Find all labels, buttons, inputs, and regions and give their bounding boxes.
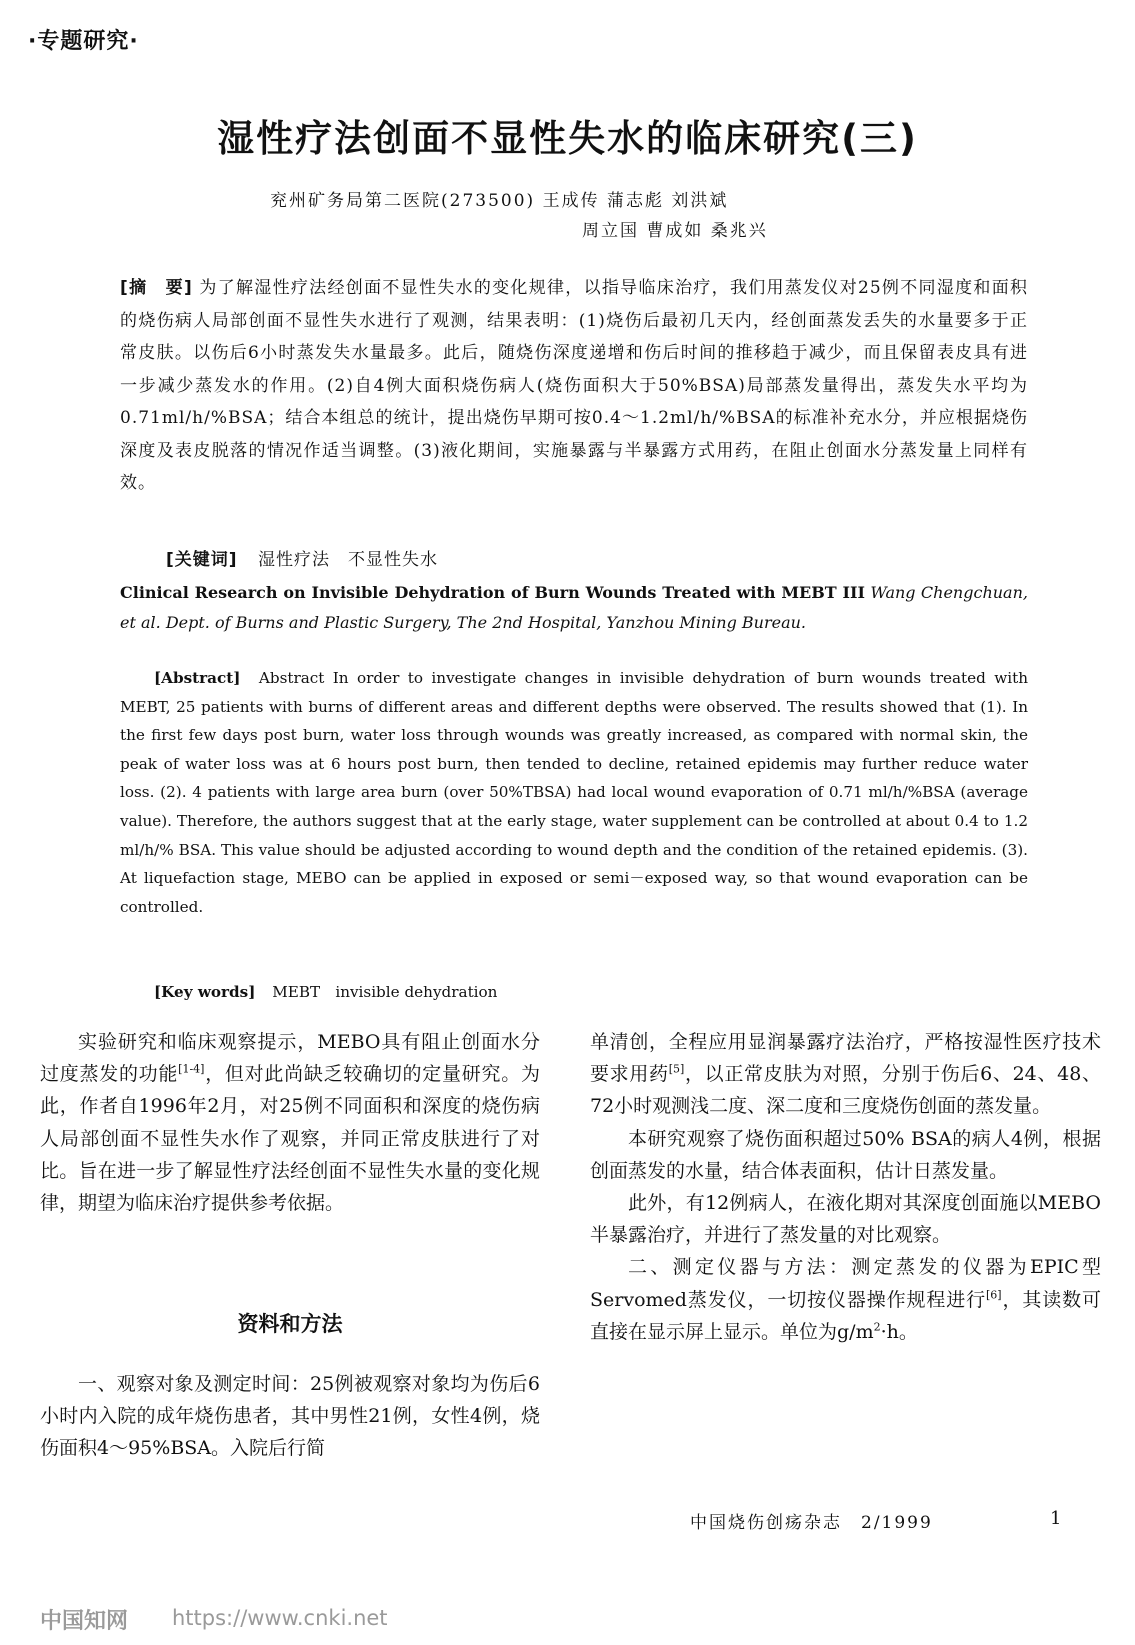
english-abstract-label: [Abstract] [154,669,241,687]
reference-marker: [5] [668,1062,685,1076]
page-number: 1 [1050,1508,1062,1529]
authors-line-2: 周立国 曹成如 桑兆兴 [582,221,768,241]
right-paragraph-1: 单清创，全程应用显润暴露疗法治疗，严格按湿性医疗技术要求用药[5]，以正常皮肤为对照，分别于伤后6、24、48、72小时观测浅二度、深二度和三度烧伤创面的蒸发量。 [590,1031,1101,1118]
english-keywords-text: MEBT invisible dehydration [272,983,498,1001]
english-title-block [120,578,1028,638]
section-heading: 资料和方法 [237,1312,343,1336]
abstract-label: [摘 要] [120,278,193,298]
right-column [590,1026,1101,1348]
right-paragraph-4: 二、测定仪器与方法：测定蒸发的仪器为EPIC型Servomed蒸发仪，一切按仪器操作规程进行[6]，其读数可直接在显示屏上显示。单位为$g/m^2\cdot h$。 [590,1256,1101,1343]
reference-marker: [1-4] [178,1062,205,1076]
chinese-abstract [120,272,1028,500]
english-keywords-label: [Key words] [154,983,256,1001]
english-abstract [120,664,1028,921]
right-paragraph-3: 此外，有12例病人，在液化期对其深度创面施以MEBO半暴露治疗，并进行了蒸发量的对比观察。 [590,1192,1101,1247]
left-column-methods [40,1368,540,1465]
authors-line-1: 兖州矿务局第二医院(273500) 王成传 蒲志彪 刘洪斌 [270,191,729,211]
methods-paragraph: 一、观察对象及测定时间：25例被观察对象均为伤后6小时内入院的成年烧伤患者，其中男性21例，女性4例，烧伤面积4～95%BSA。入院后行简 [40,1373,540,1460]
keywords-label: [关键词] [166,550,238,570]
left-column-intro [40,1026,540,1219]
chinese-keywords [166,545,438,570]
right-paragraph-2: 本研究观察了烧伤面积超过50% BSA的病人4例，根据创面蒸发的水量，结合体表面积，估计日蒸发量。 [590,1127,1101,1182]
unit-exponent: 2 [873,1320,881,1334]
abstract-text: 为了解湿性疗法经创面不显性失水的变化规律，以指导临床治疗，我们用蒸发仪对25例不同湿度和面积的烧伤病人局部创面不显性失水进行了观测，结果表明：(1)烧伤后最初几天内，经创面蒸发丢失的水量要多于正常皮肤。以伤后6小时蒸发失水量最多。此后，随烧伤深度递增和伤后时间的推移趋于减少，而且保留表皮具有进一步减少蒸发水的作用。(2)自4例大面积烧伤病人(烧伤面积大于50%BSA)局部蒸发量得出，蒸发失水平均为0.71ml/h/%BSA；结合本组总的统计，提出烧伤早期可按0.4～1.2ml/h/%BSA的标准补充水分，并应根据烧伤深度及表皮脱落的情况作适当调整。(3)液化期间，实施暴露与半暴露方式用药，在阻止创面水分蒸发量上同样有效。 [120,278,1028,493]
journal-footer: 中国烧伤创疡杂志 2/1999 [690,1513,933,1533]
watermark-brand: 中国知网 [40,1609,129,1634]
keywords-text: 湿性疗法 不显性失水 [257,550,438,570]
english-abstract-text: Abstract In order to investigate changes in invisible dehydration of burn wounds treated with MEBT, 25 patients with burns of different areas and different depths were observed. The results showed that (1). In the first few days post burn, water loss through wounds was greatly increased, as compared with normal skin, the peak of water loss was at 6 hours post burn, then tended to decline, retained epidemis may further reduce water loss. (2). 4 patients with large area burn (over 50%TBSA) had local wound evaporation of 0.71 ml/h/%BSA (average value). Therefore, the authors suggest that at the early stage, water supplement can be controlled at about 0.4 to 1.2 ml/h/% BSA. This value should be adjusted according to wound depth and the condition of the retained epidemis. (3). At liquefaction stage, MEBO can be applied in exposed or semi－exposed way, so that wound evaporation can be controlled. [120,669,1028,916]
english-title: Clinical Research on Invisible Dehydration of Burn Wounds Treated with MEBT III [120,583,865,602]
intro-paragraph: 实验研究和临床观察提示，MEBO具有阻止创面水分过度蒸发的功能[1-4]，但对此尚缺乏较确切的定量研究。为此，作者自1996年2月，对25例不同面积和深度的烧伤病人局部创面不显性失水作了观察，并同正常皮肤进行了对比。旨在进一步了解显性疗法经创面不显性失水量的变化规律，期望为临床治疗提供参考依据。 [40,1031,540,1215]
reference-marker: [6] [986,1288,1002,1302]
english-affiliation: Wang Chengchuan, et al. Dept. of Burns and Plastic Surgery, The 2nd Hospital, Yanzhou Mining Bureau. [120,583,1028,632]
column-tag: ·专题研究· [28,29,139,54]
article-title: 湿性疗法创面不显性失水的临床研究(三) [217,117,918,160]
english-keywords [154,981,497,1002]
watermark-url[interactable]: https://www.cnki.net [172,1606,388,1630]
